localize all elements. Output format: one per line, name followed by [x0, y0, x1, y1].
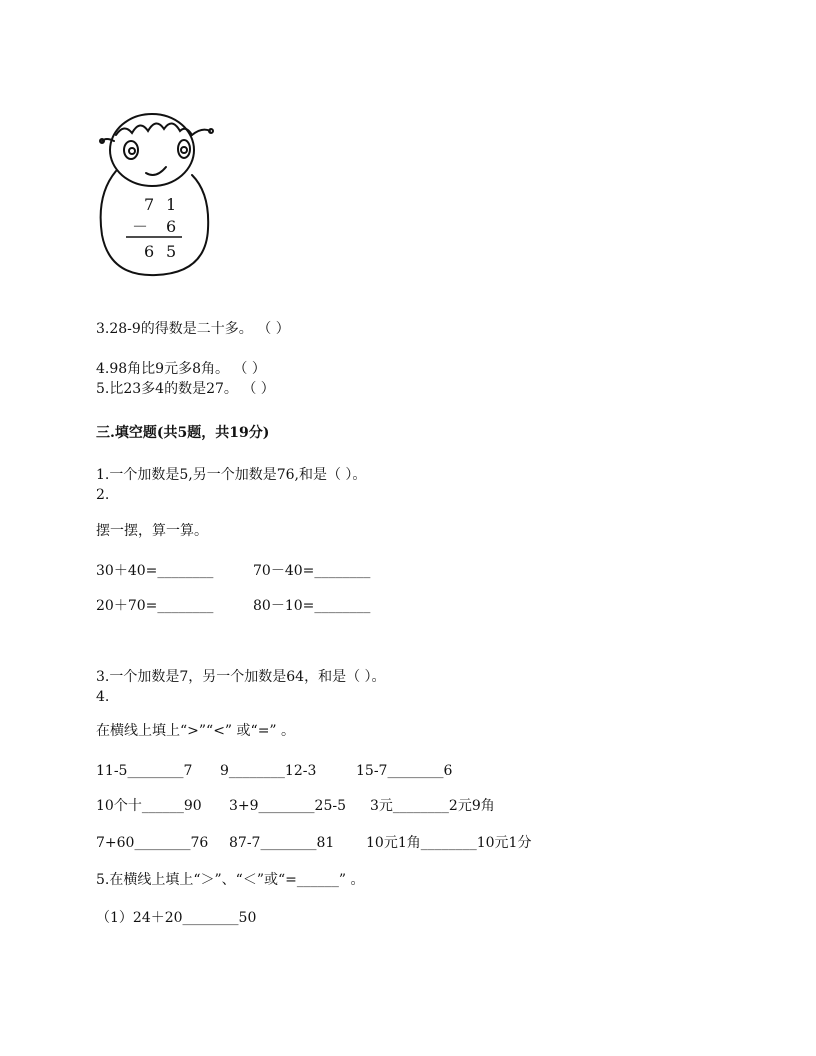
fill-question-4-number: 4. [96, 689, 110, 705]
fill-question-2-number: 2. [96, 487, 110, 503]
fill-question-2-item: 20＋70=________ [96, 598, 214, 614]
compare-item: 9________12-3 [220, 763, 317, 779]
figure-row1-digit2: 1 [166, 195, 177, 214]
fill-question-2-intro: 摆一摆，算一算。 [96, 523, 208, 539]
section-title: 三.填空题(共5题，共19分) [96, 425, 270, 441]
compare-item: 7+60________76 [96, 835, 209, 851]
compare-item: 3+9________25-5 [229, 798, 346, 814]
fill-question-2-item: 80－10=________ [253, 598, 371, 614]
figure-row2-minus: － [132, 217, 149, 236]
judge-question-4: 4.98角比9元多8角。 （ ） [96, 361, 266, 377]
compare-item: 15-7________6 [356, 763, 453, 779]
figure-row1-digit1: 7 [144, 195, 155, 214]
fill-question-5-item: （1）24＋20________50 [96, 910, 257, 926]
compare-item: 87-7________81 [229, 835, 335, 851]
compare-item: 3元________2元9角 [370, 798, 495, 814]
figure-row3-digit1: 6 [144, 242, 155, 261]
judge-question-3: 3.28-9的得数是二十多。 （ ） [96, 321, 290, 337]
fill-question-4-intro: 在横线上填上“>”“<” 或“=” 。 [96, 723, 296, 739]
fill-question-3: 3.一个加数是7，另一个加数是64，和是（ ）。 [96, 669, 386, 685]
compare-item: 10个十______90 [96, 798, 202, 814]
fill-question-5: 5.在横线上填上“＞”、“＜”或“=______” 。 [96, 872, 365, 888]
fill-question-1: 1.一个加数是5,另一个加数是76,和是（ ）。 [96, 467, 367, 483]
figure-row2-digit: 6 [166, 217, 177, 236]
judge-question-5: 5.比23多4的数是27。 （ ） [96, 381, 275, 397]
compare-item: 10元1角________10元1分 [366, 835, 532, 851]
fill-question-2-item: 70－40=________ [253, 563, 371, 579]
figure-row3-digit2: 5 [166, 242, 177, 261]
compare-item: 11-5________7 [96, 763, 193, 779]
fill-question-2-item: 30＋40=________ [96, 563, 214, 579]
doll-illustration [96, 105, 226, 285]
